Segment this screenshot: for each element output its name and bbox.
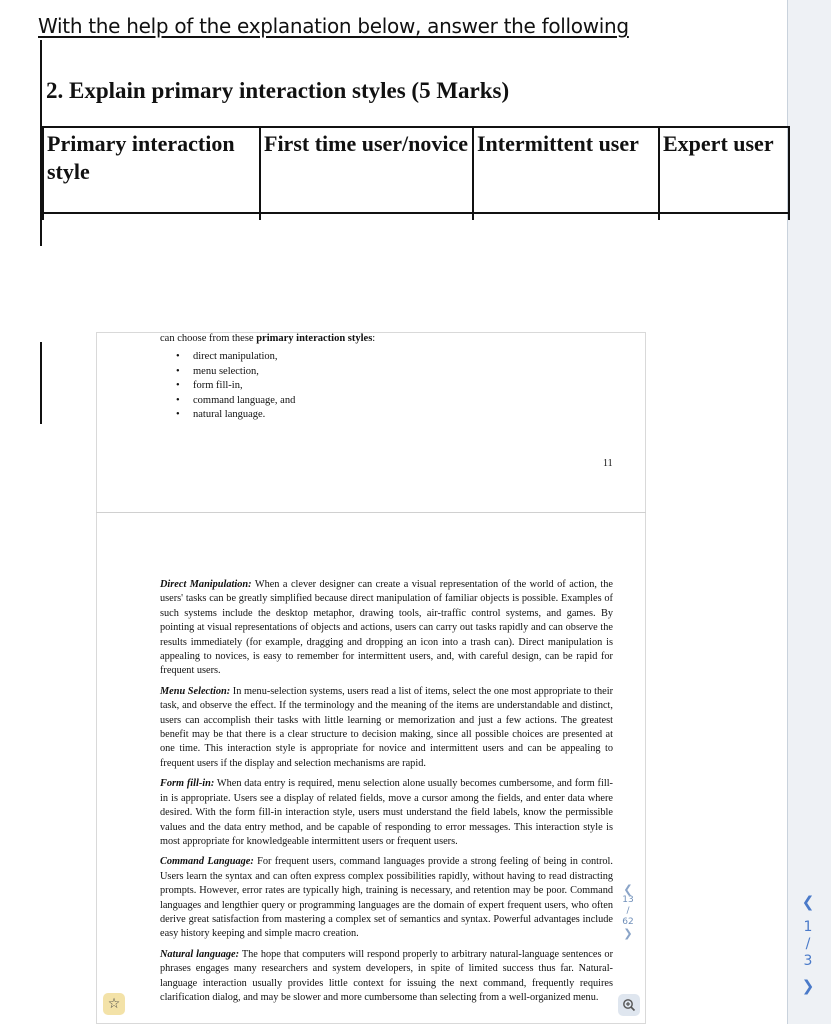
outer-current-page: 1 <box>803 919 813 935</box>
chevron-down-icon[interactable]: ❯ <box>801 977 815 995</box>
outer-page-indicator <box>793 894 823 995</box>
header-primary-interaction-style: Primary interaction style <box>43 127 260 213</box>
excerpt-body <box>160 578 613 1011</box>
page-number: 11 <box>603 458 613 469</box>
star-icon[interactable]: ☆ <box>103 993 125 1015</box>
interaction-styles-table <box>42 126 790 220</box>
list-item: • command language, and <box>176 394 295 409</box>
paragraph-natural-language: Natural language: The hope that computers will respond properly to arbitrary natural-language sentences or phrases engages many researchers and system developers, in spite of limited success thus far. Natural-language interaction usually provides little context for issuing the next command, frequently requires clarification dialog, and may be slower and more cumbersome than selecting from a well-organized menu. <box>160 948 613 1003</box>
interaction-styles-list <box>176 350 295 423</box>
paragraph-menu-selection: Menu Selection: In menu-selection systems, users read a list of items, select the one most appropriate to their task, and observe the effect. If the terminology and the meaning of the items are understandable and distinct, users can accomplish their tasks with little learning or memorization and just a few actions. The greatest benefit may be that there is a clear structure to decision making, since all possible choices are presented at one time. This interaction style is appropriate for novice and intermittent users and can be appealing to frequent users if the display and selection mechanisms are rapid. <box>160 685 614 769</box>
left-margin-line <box>40 342 42 424</box>
chevron-down-icon[interactable]: ❯ <box>623 927 633 940</box>
inner-current-page: 13 <box>622 895 634 905</box>
instruction-heading: With the help of the explanation below, answer the following <box>38 14 629 38</box>
paragraph-command-language: Command Language: For frequent users, command languages provide a strong feeling of being in control. Users learn the syntax and can often express complex possibilities rapidly, without having to read distracting prompts. However, error rates are typically high, training is necessary, and retention may be poor. Command languages and lengthier query or programming languages are the domain of expert frequent users, who often derive great satisfaction from mastering a complex set of semantics and syntax. Powerful advantages include easy history keeping and simple macro creation. <box>160 856 613 940</box>
list-item: • direct manipulation, <box>176 350 295 365</box>
chevron-up-icon[interactable]: ❮ <box>623 883 633 896</box>
table-empty-row <box>43 213 789 220</box>
table-header-row <box>43 127 789 213</box>
paragraph-form-fill-in: Form fill-in: When data entry is required, menu selection alone usually becomes cumbersome, and form fill-in is appropriate. Users see a display of related fields, move a cursor among the fields, and enter data where desired. With the form fill-in interaction style, users must understand the field labels, know the permissible values and the data entry method, and be capable of responding to error messages. This interaction style is most appropriate for knowledgeable intermittent users or frequent users. <box>160 778 613 847</box>
page-break <box>96 512 646 513</box>
header-expert-user: Expert user <box>659 127 789 213</box>
list-item: • natural language. <box>176 408 295 423</box>
inner-page-indicator <box>619 884 637 939</box>
zoom-in-icon[interactable] <box>618 994 640 1016</box>
viewer-side-panel <box>787 0 831 1024</box>
excerpt-intro: can choose from these primary interaction styles: <box>160 333 376 344</box>
outer-total-pages: 3 <box>803 953 813 969</box>
header-first-time-user: First time user/novice <box>260 127 473 213</box>
question-title: 2. Explain primary interaction styles (5 Marks) <box>46 78 510 103</box>
header-intermittent-user: Intermittent user <box>473 127 659 213</box>
outer-page-separator: / <box>805 936 811 952</box>
inner-page-separator: / <box>626 906 630 916</box>
chevron-up-icon[interactable]: ❮ <box>801 893 815 911</box>
list-item: • menu selection, <box>176 365 295 380</box>
list-item: • form fill-in, <box>176 379 295 394</box>
inner-total-pages: 62 <box>622 917 634 927</box>
paragraph-direct-manipulation: Direct Manipulation: When a clever designer can create a visual representation of the world of action, the users' tasks can be greatly simplified because direct manipulation of familiar objects is possible. Examples of such systems include the desktop metaphor, drawing tools, air-traffic control systems, and games. By pointing at visual representations of objects and actions, users can carry out tasks rapidly and can observe the results immediately (for example, dragging and dropping an icon into a trash can). Direct manipulation is appealing to novices, is easy to remember for intermittent users, and, with careful design, can be rapid for frequent users. <box>160 579 613 677</box>
